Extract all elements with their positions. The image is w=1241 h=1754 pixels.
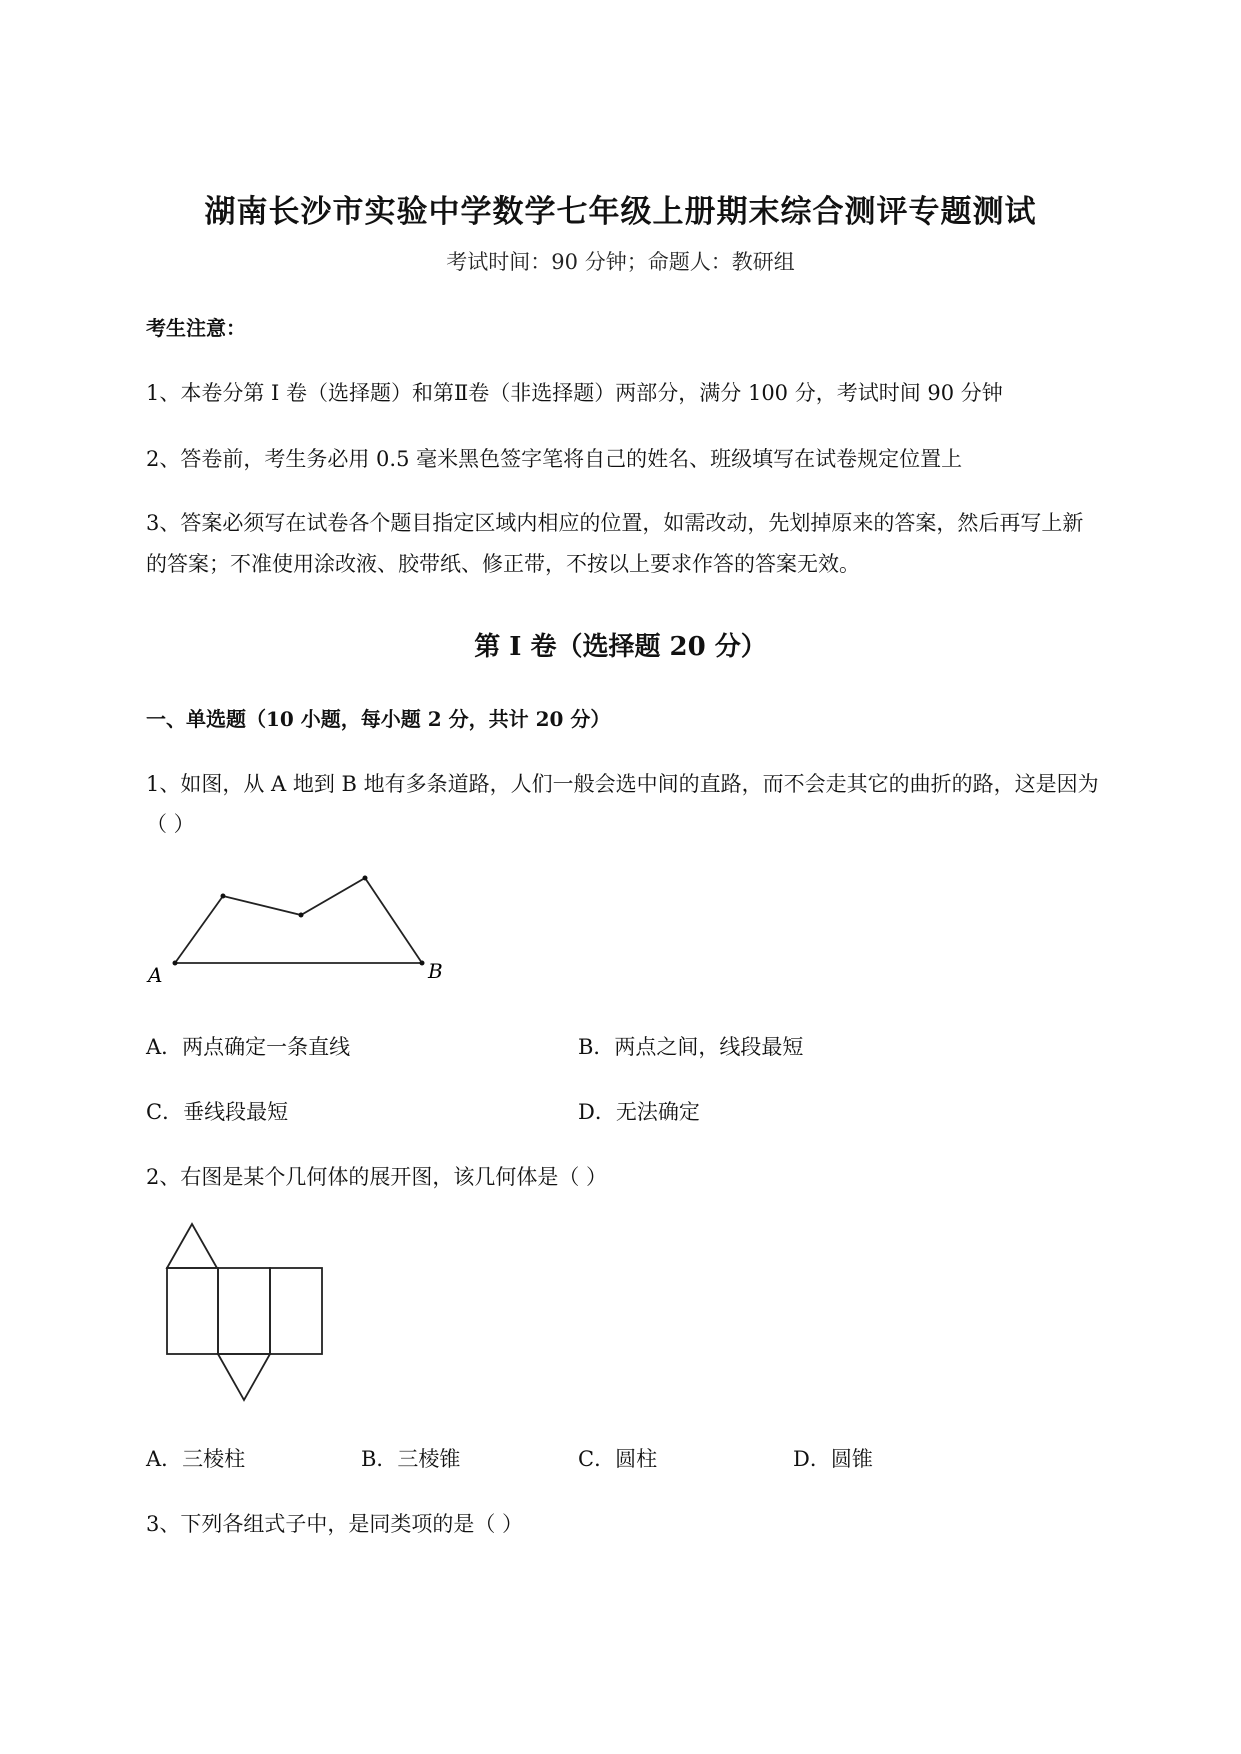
- q1-stem: 1、如图，从 A 地到 B 地有多条道路，人们一般会选中间的直路，而不会走其它的曲折的路，这是因为: [146, 772, 1099, 796]
- q1-point: [299, 913, 304, 918]
- q2-face-right: [270, 1268, 322, 1354]
- q2-net-figure: [160, 1222, 330, 1412]
- q2-option-c[interactable]: C．圆柱: [578, 1447, 658, 1471]
- q1-point: [221, 894, 226, 899]
- q1-point: [173, 961, 178, 966]
- q1-label-b: B: [428, 959, 443, 983]
- q1-curved-path: [175, 878, 422, 963]
- q1-answer-blank: （ ）: [146, 812, 195, 836]
- q2-option-a[interactable]: A．三棱柱: [146, 1447, 246, 1471]
- exam-info: 考试时间：90 分钟；命题人：教研组: [446, 250, 795, 274]
- q2-face-middle: [218, 1268, 270, 1354]
- section-title: 第 I 卷（选择题 20 分）: [474, 632, 767, 662]
- q1-point: [420, 961, 425, 966]
- q2-stem: 2、右图是某个几何体的展开图，该几何体是（ ）: [146, 1165, 608, 1189]
- q2-top-triangle: [167, 1224, 217, 1268]
- q2-option-b[interactable]: B．三棱锥: [361, 1447, 461, 1471]
- notice-item-1: 1、本卷分第 I 卷（选择题）和第Ⅱ卷（非选择题）两部分，满分 100 分，考试时间 90 分钟: [146, 381, 1003, 405]
- q1-option-a[interactable]: A．两点确定一条直线: [146, 1035, 351, 1059]
- notice-heading: 考生注意：: [146, 316, 246, 340]
- q2-option-d[interactable]: D．圆锥: [793, 1447, 873, 1471]
- q1-option-b[interactable]: B．两点之间，线段最短: [578, 1035, 804, 1059]
- part-heading: 一、单选题（10 小题，每小题 2 分，共计 20 分）: [146, 707, 611, 731]
- notice-item-3: 3、答案必须写在试卷各个题目指定区域内相应的位置，如需改动，先划掉原来的答案，然后再写上新: [146, 511, 1084, 535]
- q1-label-a: A: [148, 963, 163, 987]
- q1-option-d[interactable]: D．无法确定: [578, 1100, 700, 1124]
- q1-point: [363, 876, 368, 881]
- notice-item-2: 2、答卷前，考生务必用 0.5 毫米黑色签字笔将自己的姓名、班级填写在试卷规定位置上: [146, 447, 963, 471]
- q2-bottom-triangle: [218, 1354, 270, 1400]
- page-title: 湖南长沙市实验中学数学七年级上册期末综合测评专题测试: [204, 194, 1037, 230]
- q2-face-left: [167, 1268, 218, 1354]
- q3-stem: 3、下列各组式子中，是同类项的是（ ）: [146, 1512, 524, 1536]
- q1-option-c[interactable]: C．垂线段最短: [146, 1100, 289, 1124]
- notice-item-3-cont: 的答案；不准使用涂改液、胶带纸、修正带，不按以上要求作答的答案无效。: [146, 552, 860, 576]
- q1-route-figure: [140, 870, 460, 990]
